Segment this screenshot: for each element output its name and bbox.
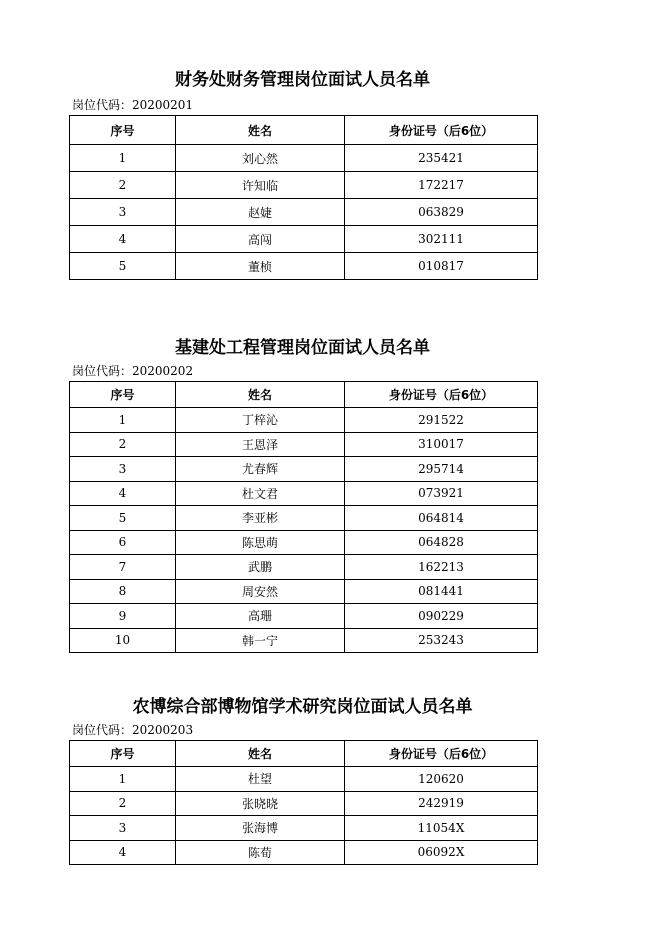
cell-seq: 4 [70, 226, 176, 253]
header-id: 身份证号（后6位） [345, 116, 538, 145]
cell-id: 253243 [345, 628, 538, 653]
table-row [70, 408, 538, 433]
cell-name: 杜文君 [176, 481, 345, 506]
cell-name: 许知临 [176, 172, 345, 199]
cell-seq: 2 [70, 791, 176, 816]
table-row [70, 604, 538, 629]
cell-name: 董桢 [176, 253, 345, 280]
cell-id: 06092X [345, 840, 538, 865]
cell-seq: 9 [70, 604, 176, 629]
cell-id: 172217 [345, 172, 538, 199]
section-title: 财务处财务管理岗位面试人员名单 [175, 70, 430, 90]
cell-id: 295714 [345, 457, 538, 482]
cell-seq: 7 [70, 555, 176, 580]
header-id: 身份证号（后6位） [345, 382, 538, 408]
table-row [70, 226, 538, 253]
cell-seq: 2 [70, 432, 176, 457]
cell-id: 302111 [345, 226, 538, 253]
cell-id: 291522 [345, 408, 538, 433]
table-row [70, 840, 538, 865]
header-name: 姓名 [176, 741, 345, 767]
cell-id: 064814 [345, 506, 538, 531]
table-row [70, 816, 538, 841]
table-row [70, 432, 538, 457]
cell-name: 赵婕 [176, 199, 345, 226]
header-seq: 序号 [70, 116, 176, 145]
cell-id: 235421 [345, 145, 538, 172]
header-seq: 序号 [70, 382, 176, 408]
section-title: 农博综合部博物馆学术研究岗位面试人员名单 [132, 697, 473, 717]
cell-id: 090229 [345, 604, 538, 629]
header-name: 姓名 [176, 382, 345, 408]
table-row [70, 172, 538, 199]
position-code: 岗位代码：20200201 [72, 98, 194, 112]
cell-name: 杜望 [176, 767, 345, 792]
cell-name: 丁梓沁 [176, 408, 345, 433]
table-row [70, 481, 538, 506]
cell-name: 陈思萌 [176, 530, 345, 555]
cell-seq: 5 [70, 506, 176, 531]
cell-seq: 10 [70, 628, 176, 653]
candidate-table [69, 115, 538, 280]
cell-name: 韩一宁 [176, 628, 345, 653]
cell-id: 11054X [345, 816, 538, 841]
position-code: 岗位代码：20200203 [72, 723, 194, 737]
table-row [70, 767, 538, 792]
cell-name: 周安然 [176, 579, 345, 604]
cell-name: 王恩泽 [176, 432, 345, 457]
cell-name: 张晓晓 [176, 791, 345, 816]
cell-name: 武鹏 [176, 555, 345, 580]
cell-name: 高珊 [176, 604, 345, 629]
cell-seq: 8 [70, 579, 176, 604]
cell-seq: 2 [70, 172, 176, 199]
table-row [70, 253, 538, 280]
table-row [70, 457, 538, 482]
cell-id: 073921 [345, 481, 538, 506]
table-row [70, 530, 538, 555]
header-seq: 序号 [70, 741, 176, 767]
header-name: 姓名 [176, 116, 345, 145]
cell-id: 064828 [345, 530, 538, 555]
candidate-table [69, 381, 538, 653]
cell-seq: 4 [70, 840, 176, 865]
cell-id: 242919 [345, 791, 538, 816]
cell-id: 120620 [345, 767, 538, 792]
cell-id: 081441 [345, 579, 538, 604]
table-header-row [70, 741, 538, 767]
table-header-row [70, 382, 538, 408]
cell-seq: 3 [70, 816, 176, 841]
cell-seq: 4 [70, 481, 176, 506]
table-row [70, 579, 538, 604]
cell-id: 162213 [345, 555, 538, 580]
cell-seq: 6 [70, 530, 176, 555]
table-row [70, 199, 538, 226]
cell-seq: 1 [70, 408, 176, 433]
candidate-table [69, 740, 538, 865]
cell-name: 高闯 [176, 226, 345, 253]
cell-seq: 5 [70, 253, 176, 280]
cell-seq: 1 [70, 145, 176, 172]
cell-name: 尤春辉 [176, 457, 345, 482]
position-code: 岗位代码：20200202 [72, 364, 194, 378]
cell-name: 陈荀 [176, 840, 345, 865]
cell-id: 010817 [345, 253, 538, 280]
cell-id: 310017 [345, 432, 538, 457]
section-title: 基建处工程管理岗位面试人员名单 [175, 338, 430, 358]
table-row [70, 145, 538, 172]
table-row [70, 506, 538, 531]
cell-seq: 3 [70, 199, 176, 226]
cell-name: 张海博 [176, 816, 345, 841]
cell-seq: 3 [70, 457, 176, 482]
cell-seq: 1 [70, 767, 176, 792]
table-row [70, 628, 538, 653]
cell-id: 063829 [345, 199, 538, 226]
cell-name: 刘心然 [176, 145, 345, 172]
cell-name: 李亚彬 [176, 506, 345, 531]
table-row [70, 555, 538, 580]
table-header-row [70, 116, 538, 145]
table-row [70, 791, 538, 816]
header-id: 身份证号（后6位） [345, 741, 538, 767]
